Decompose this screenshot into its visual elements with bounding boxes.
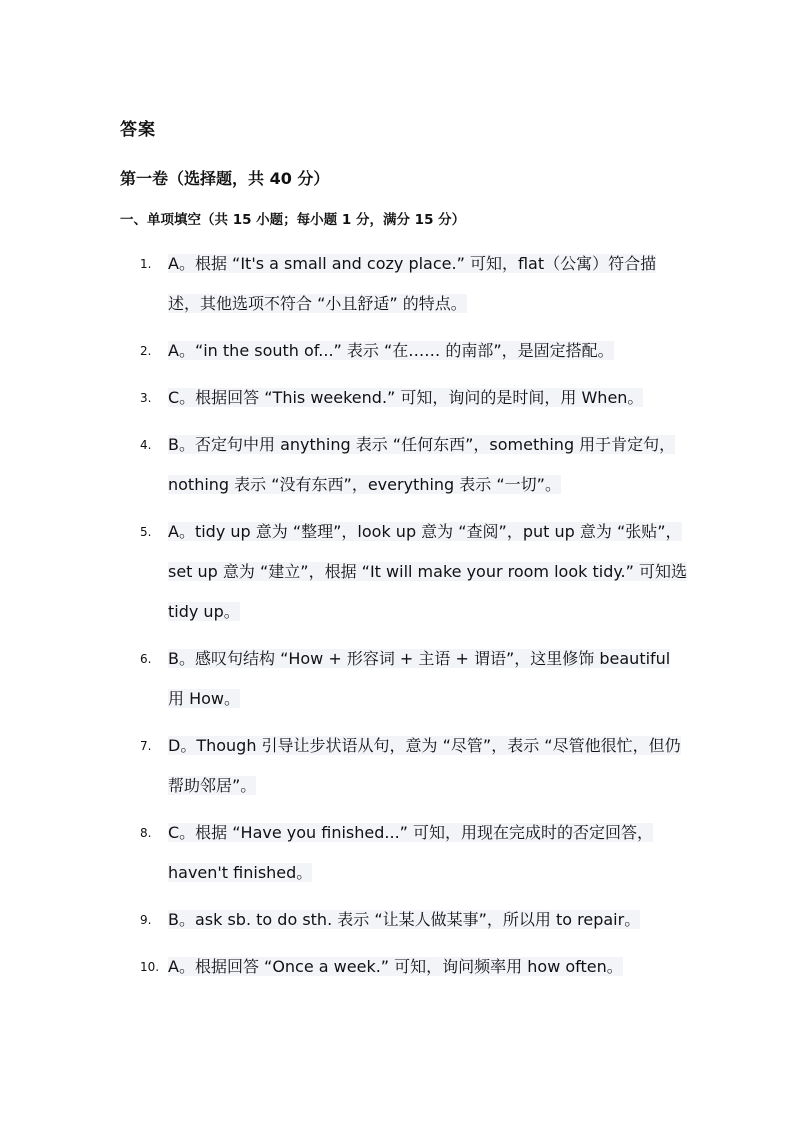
answer-number: 10. — [140, 960, 160, 974]
answer-item — [140, 244, 700, 324]
answer-item — [140, 512, 700, 632]
answer-item — [140, 639, 700, 719]
answer-text: B。否定句中用 anything 表示 “任何东西”，something 用于肯定句，nothing 表示 “没有东西”，everything 表示 “一切”。 — [168, 435, 676, 494]
answer-number: 4. — [140, 438, 152, 452]
subsection-title: 一、单项填空（共 15 小题；每小题 1 分，满分 15 分） — [120, 212, 466, 228]
answer-number: 5. — [140, 525, 152, 539]
answer-item — [140, 726, 700, 806]
page-title: 答案 — [120, 120, 156, 140]
answer-number: 9. — [140, 913, 152, 927]
answer-text: B。ask sb. to do sth. 表示 “让某人做某事”，所以用 to repair。 — [168, 910, 641, 929]
answer-item — [140, 947, 700, 987]
answer-text: A。tidy up 意为 “整理”，look up 意为 “查阅”，put up 意为 “张贴”，set up 意为 “建立”，根据 “It will make your room look tidy.” 可知选 tidy up。 — [168, 522, 688, 621]
answer-text: B。感叹句结构 “How + 形容词 + 主语 + 谓语”，这里修饰 beautiful 用 How。 — [168, 649, 671, 708]
answer-number: 2. — [140, 344, 152, 358]
answer-item — [140, 331, 700, 371]
answer-number: 1. — [140, 257, 152, 271]
section-title: 第一卷（选择题，共 40 分） — [120, 169, 330, 188]
answer-text: C。根据回答 “This weekend.” 可知，询问的是时间，用 When。 — [168, 388, 644, 407]
answer-number: 6. — [140, 652, 152, 666]
answer-text: D。Though 引导让步状语从句，意为 “尽管”，表示 “尽管他很忙，但仍帮助邻居”。 — [168, 736, 681, 795]
answer-number: 7. — [140, 739, 152, 753]
answer-text: C。根据 “Have you finished...” 可知，用现在完成时的否定回答，haven't finished。 — [168, 823, 654, 882]
answer-number: 8. — [140, 826, 152, 840]
answer-text: A。“in the south of...” 表示 “在…… 的南部”，是固定搭配。 — [168, 341, 614, 360]
answer-item — [140, 378, 700, 418]
answer-item — [140, 813, 700, 893]
answer-text: A。根据 “It's a small and cozy place.” 可知，flat（公寓）符合描述，其他选项不符合 “小且舒适” 的特点。 — [168, 254, 657, 313]
answer-item — [140, 425, 700, 505]
answer-number: 3. — [140, 391, 152, 405]
answer-text: A。根据回答 “Once a week.” 可知，询问频率用 how often。 — [168, 957, 623, 976]
answer-list — [140, 244, 700, 994]
answer-item — [140, 900, 700, 940]
